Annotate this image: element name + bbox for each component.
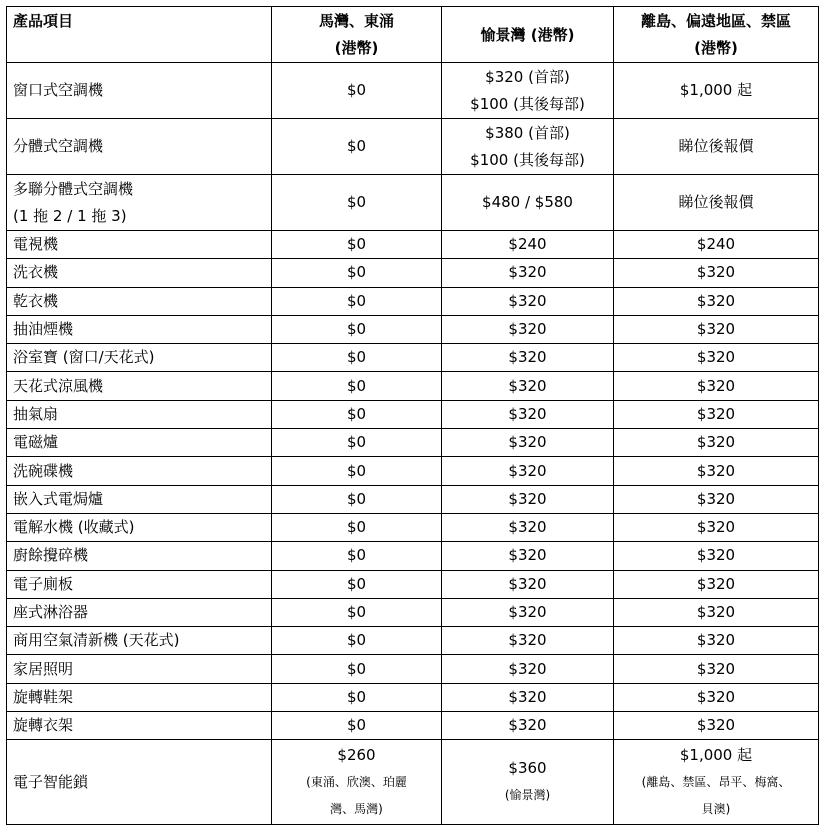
row-name: 浴室寶 (窗口/天花式) <box>7 344 272 372</box>
cell-col3: $320 <box>614 712 819 740</box>
cell-col3: $320 <box>614 429 819 457</box>
cell-col3: $320 <box>614 400 819 428</box>
cell-col1-note-line2: 灣、馬灣) <box>330 801 383 816</box>
cell-col1: $0 <box>272 287 442 315</box>
cell-col2: $320 <box>442 513 614 541</box>
row-name: 電子智能鎖 <box>7 740 272 825</box>
cell-col1: $0 <box>272 513 442 541</box>
table-row <box>7 372 819 400</box>
row-name: 分體式空調機 <box>7 119 272 175</box>
cell-col1: $0 <box>272 485 442 513</box>
table-row <box>7 429 819 457</box>
cell-col1: $0 <box>272 63 442 119</box>
cell-col2 <box>442 63 614 119</box>
cell-col3: $320 <box>614 655 819 683</box>
table-row <box>7 315 819 343</box>
header-col1-line2: (港幣) <box>334 39 379 57</box>
table-row <box>7 231 819 259</box>
header-row <box>7 7 819 63</box>
cell-col2-price: $360 <box>508 759 547 778</box>
cell-col2-line2: $100 (其後每部) <box>470 94 585 113</box>
table-row <box>7 627 819 655</box>
table-row <box>7 175 819 231</box>
cell-col3: $1,000 起 <box>614 63 819 119</box>
cell-col1-note-line1: (東涌、欣澳、珀麗 <box>306 774 407 789</box>
cell-col2-line1: $380 (首部) <box>485 123 570 142</box>
row-name: 座式淋浴器 <box>7 598 272 626</box>
cell-col2: $320 <box>442 712 614 740</box>
cell-col3: 睇位後報價 <box>614 119 819 175</box>
cell-col3: $320 <box>614 598 819 626</box>
table-row <box>7 119 819 175</box>
cell-col1: $0 <box>272 119 442 175</box>
cell-col2 <box>442 119 614 175</box>
table-row <box>7 63 819 119</box>
cell-col3: $240 <box>614 231 819 259</box>
table-row <box>7 344 819 372</box>
cell-col1: $0 <box>272 344 442 372</box>
header-discovery-bay: 愉景灣 (港幣) <box>442 7 614 63</box>
table-row <box>7 457 819 485</box>
cell-col3: $320 <box>614 457 819 485</box>
cell-col1: $0 <box>272 627 442 655</box>
table-row <box>7 570 819 598</box>
cell-col1: $0 <box>272 570 442 598</box>
cell-col3: $320 <box>614 513 819 541</box>
cell-col1: $0 <box>272 457 442 485</box>
row-name: 商用空氣清新機 (天花式) <box>7 627 272 655</box>
cell-col2: $320 <box>442 287 614 315</box>
cell-col2: $320 <box>442 429 614 457</box>
cell-col2: $320 <box>442 457 614 485</box>
row-name: 電解水機 (收藏式) <box>7 513 272 541</box>
cell-col3-note-line1: (離島、禁區、昂平、梅窩、 <box>641 774 791 789</box>
table-row <box>7 740 819 825</box>
cell-col3: $320 <box>614 542 819 570</box>
cell-col1: $0 <box>272 231 442 259</box>
cell-col1: $0 <box>272 683 442 711</box>
cell-col2-line2: $100 (其後每部) <box>470 150 585 169</box>
cell-col2: $240 <box>442 231 614 259</box>
cell-col3: $320 <box>614 570 819 598</box>
row-name: 抽油煙機 <box>7 315 272 343</box>
row-name: 電視機 <box>7 231 272 259</box>
cell-col1: $0 <box>272 598 442 626</box>
header-col3-line2: (港幣) <box>694 39 738 57</box>
row-name: 天花式涼風機 <box>7 372 272 400</box>
table-row <box>7 683 819 711</box>
cell-col2: $320 <box>442 627 614 655</box>
cell-col1: $0 <box>272 400 442 428</box>
cell-col3: $320 <box>614 627 819 655</box>
row-name-line2: (1 拖 2 / 1 拖 3) <box>13 206 127 225</box>
header-ma-wan-tung-chung <box>272 7 442 63</box>
row-name <box>7 175 272 231</box>
cell-col1: $0 <box>272 712 442 740</box>
cell-col3-price: $1,000 起 <box>679 745 753 764</box>
table-row <box>7 287 819 315</box>
installation-fee-table <box>6 6 819 825</box>
cell-col2: $320 <box>442 259 614 287</box>
cell-col1: $0 <box>272 372 442 400</box>
cell-col2-line1: $320 (首部) <box>485 67 570 86</box>
cell-col1: $0 <box>272 259 442 287</box>
header-col1-line1: 馬灣、東涌 <box>318 12 394 30</box>
cell-col1: $0 <box>272 429 442 457</box>
row-name: 洗衣機 <box>7 259 272 287</box>
cell-col3: 睇位後報價 <box>614 175 819 231</box>
table-row <box>7 598 819 626</box>
header-col3-line1: 離島、偏遠地區、禁區 <box>640 12 791 30</box>
cell-col2: $320 <box>442 372 614 400</box>
cell-col2: $320 <box>442 683 614 711</box>
cell-col2: $320 <box>442 598 614 626</box>
cell-col2: $320 <box>442 655 614 683</box>
row-name: 電磁爐 <box>7 429 272 457</box>
cell-col3-note-line2: 貝澳) <box>701 801 731 816</box>
row-name-line1: 多聯分體式空調機 <box>13 179 134 198</box>
table-row <box>7 712 819 740</box>
table-row <box>7 513 819 541</box>
cell-col3: $320 <box>614 344 819 372</box>
row-name: 電子廁板 <box>7 570 272 598</box>
cell-col1: $0 <box>272 315 442 343</box>
cell-col3: $320 <box>614 315 819 343</box>
cell-col2: $480 / $580 <box>442 175 614 231</box>
cell-col2 <box>442 740 614 825</box>
cell-col1: $0 <box>272 542 442 570</box>
cell-col2: $320 <box>442 344 614 372</box>
row-name: 嵌入式電焗爐 <box>7 485 272 513</box>
table-row <box>7 259 819 287</box>
table-row <box>7 485 819 513</box>
cell-col1-price: $260 <box>337 745 376 764</box>
cell-col1 <box>272 740 442 825</box>
cell-col3: $320 <box>614 485 819 513</box>
cell-col3: $320 <box>614 683 819 711</box>
row-name: 抽氣扇 <box>7 400 272 428</box>
cell-col2-note: (愉景灣) <box>504 788 551 803</box>
row-name: 旋轉衣架 <box>7 712 272 740</box>
cell-col2: $320 <box>442 542 614 570</box>
header-item: 產品項目 <box>7 7 272 63</box>
row-name: 廚餘攪碎機 <box>7 542 272 570</box>
row-name: 旋轉鞋架 <box>7 683 272 711</box>
row-name: 窗口式空調機 <box>7 63 272 119</box>
table-row <box>7 655 819 683</box>
cell-col2: $320 <box>442 485 614 513</box>
cell-col3: $320 <box>614 259 819 287</box>
header-outlying-islands <box>614 7 819 63</box>
cell-col3 <box>614 740 819 825</box>
table-row <box>7 400 819 428</box>
cell-col1: $0 <box>272 655 442 683</box>
cell-col3: $320 <box>614 372 819 400</box>
cell-col1: $0 <box>272 175 442 231</box>
row-name: 家居照明 <box>7 655 272 683</box>
cell-col2: $320 <box>442 400 614 428</box>
cell-col2: $320 <box>442 570 614 598</box>
cell-col3: $320 <box>614 287 819 315</box>
row-name: 乾衣機 <box>7 287 272 315</box>
table-row <box>7 542 819 570</box>
row-name: 洗碗碟機 <box>7 457 272 485</box>
cell-col2: $320 <box>442 315 614 343</box>
